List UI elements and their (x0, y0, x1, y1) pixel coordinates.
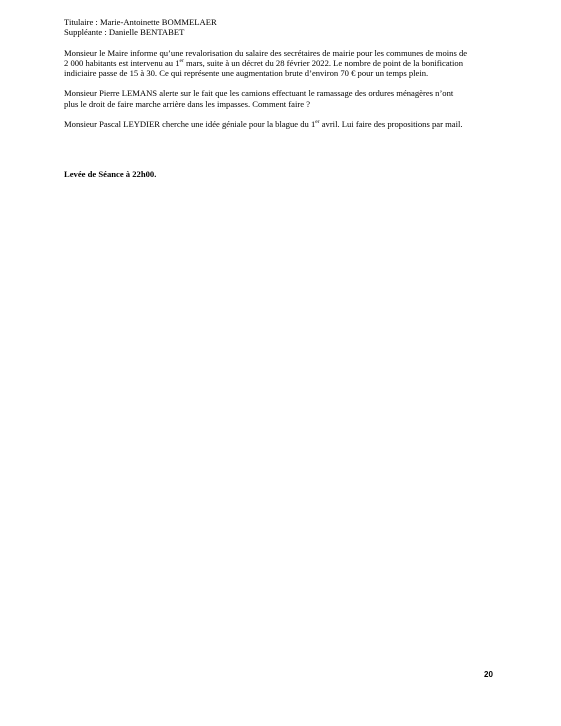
paragraph-salary-line-2-start: 2 000 habitants est intervenu au 1 (64, 57, 180, 68)
paragraph-trucks (64, 88, 500, 108)
page-number: 20 (484, 670, 493, 679)
document-body (64, 17, 500, 179)
attendance-block (64, 17, 500, 37)
titulaire-line: Titulaire : Marie-Antoinette BOMMELAER (64, 17, 217, 27)
paragraph-april-joke-end: avril. Lui faire des propositions par mail. (319, 118, 463, 129)
suppleante-line: Suppléante : Danielle BENTABET (64, 27, 185, 38)
paragraph-april-joke (64, 119, 500, 129)
paragraph-salary-line-3: indiciaire passe de 15 à 30. Ce qui représente une augmentation brute d’environ 70 € pour un temps plein. (64, 68, 429, 78)
paragraph-april-joke-start: Monsieur Pascal LEYDIER cherche une idée géniale pour la blague du 1 (64, 118, 316, 129)
ordinal-superscript: er (179, 57, 184, 64)
closing-statement: Levée de Séance à 22h00. (64, 169, 157, 180)
ordinal-superscript: er (315, 119, 320, 126)
paragraph-salary (64, 48, 500, 79)
paragraph-trucks-line-2: plus le droit de faire marche arrière dans les impasses. Comment faire ? (64, 98, 311, 109)
paragraph-trucks-line-1: Monsieur Pierre LEMANS alerte sur le fait que les camions effectuant le ramassage des ordures ménagères n’ont (64, 88, 454, 99)
paragraph-salary-line-2-end: mars, suite à un décret du 28 février 2022. Le nombre de point de la bonification (183, 57, 464, 68)
paragraph-april-joke-line (64, 119, 500, 129)
paragraph-salary-line-1: Monsieur le Maire informe qu’une revalorisation du salaire des secrétaires de mairie pour les communes de moins de (64, 47, 468, 58)
paragraph-salary-line-2 (64, 58, 500, 68)
